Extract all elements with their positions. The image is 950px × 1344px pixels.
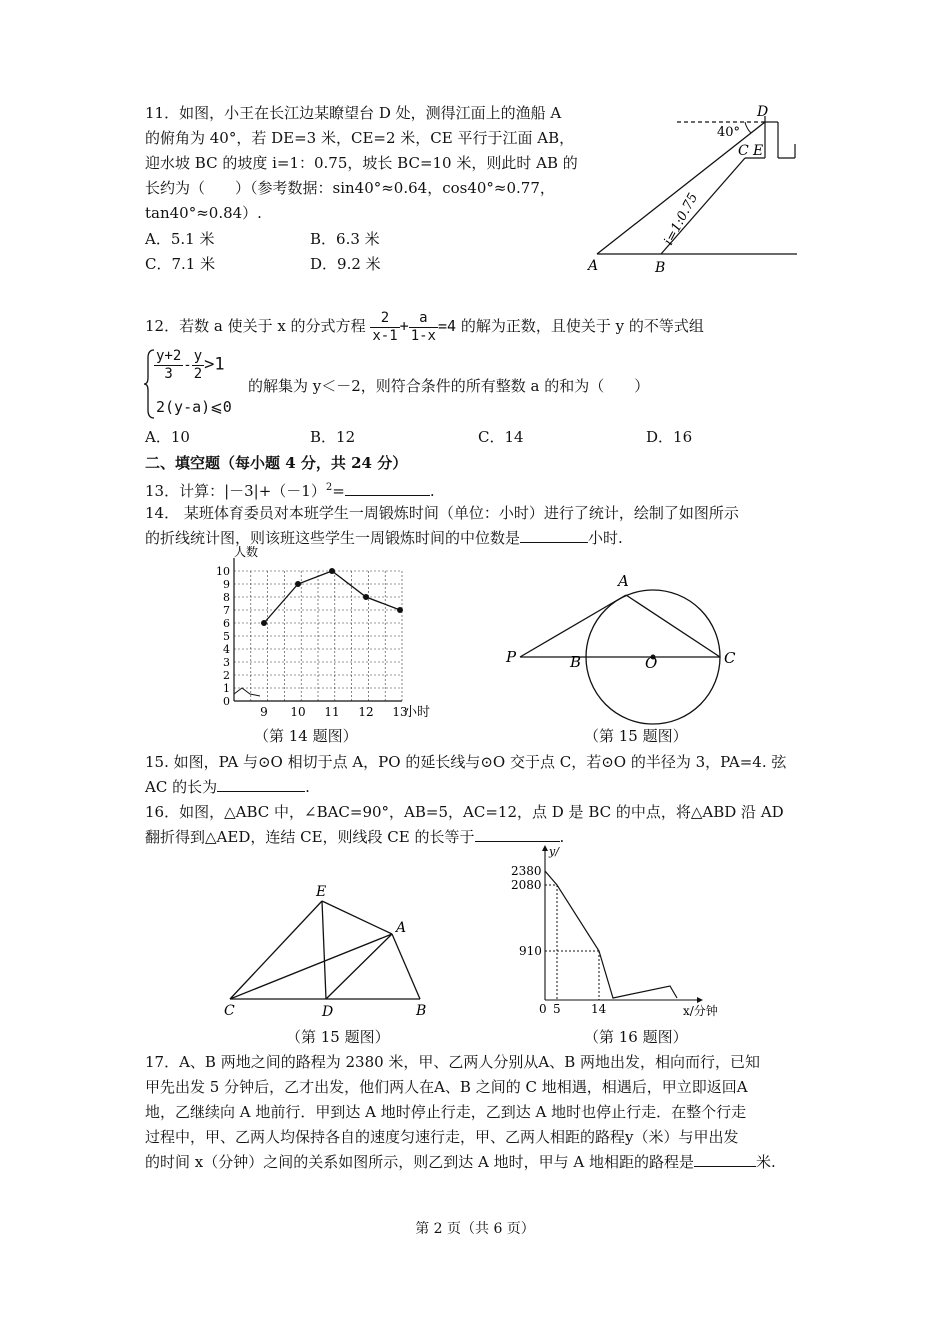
q17-line-1: 17．A、B 两地之间的路程为 2380 米，甲、乙两人分别从A、B 两地出发，相向而行，已知 <box>145 1053 761 1071</box>
q11-option-a: A．5.1 米 <box>145 230 215 248</box>
label-c: C <box>724 649 736 667</box>
label-a: A <box>396 920 407 936</box>
page-footer: 第 2 页（共 6 页） <box>415 1221 535 1237</box>
y-axis-label: 人数 <box>234 546 259 559</box>
section-2-heading: 二、填空题（每小题 4 分，共 24 分） <box>145 454 408 472</box>
q12-plus: + <box>399 317 409 335</box>
q11-label-e: E <box>753 143 764 159</box>
q13-line <box>145 476 435 503</box>
q12-sys-line-1 <box>154 348 225 383</box>
y-value-2380: 2380 <box>511 864 542 878</box>
q11-line-4: 长约为（ ）（参考数据：sin40°≈0.64，cos40°≈0.77， <box>145 179 555 197</box>
q11-option-c: C．7.1 米 <box>145 255 216 273</box>
q12-option-b: B．12 <box>310 428 356 446</box>
q12-option-c: C．14 <box>478 428 524 446</box>
caption-fig-14: （第 14 题图） <box>254 727 358 745</box>
label-c: C <box>224 1003 235 1019</box>
y-tick-label: 6 <box>223 617 230 630</box>
q12-f2-den: 1-x <box>410 327 436 344</box>
q11-option-b: B．6.3 米 <box>310 230 380 248</box>
q13-eq: = <box>332 482 345 500</box>
q11-label-d: D <box>757 104 769 120</box>
x-value-5: 5 <box>553 1002 561 1016</box>
q11-label-a: A <box>588 258 599 274</box>
q12-option-a: A．10 <box>145 428 190 446</box>
y-tick-label: 7 <box>223 604 230 617</box>
q12-sys-frac-2 <box>192 348 204 383</box>
y-tick-label: 5 <box>223 630 230 643</box>
q16-line-2 <box>145 825 564 849</box>
q14-line-chart <box>212 546 452 721</box>
label-a: A <box>618 572 629 590</box>
q13-end: . <box>429 482 435 500</box>
q12-eq: =4 <box>437 317 457 335</box>
q12-f1-num: 2 <box>370 310 399 328</box>
q17-line-5 <box>145 1150 776 1174</box>
q12-f1-den: x-1 <box>372 327 398 344</box>
q12-fraction-2 <box>409 310 438 345</box>
data-point <box>295 581 301 587</box>
q14-answer-blank[interactable] <box>520 526 588 543</box>
label-b: B <box>416 1003 427 1019</box>
axis-break-mark <box>234 688 260 696</box>
y-tick-label: 0 <box>223 695 230 708</box>
y-tick-label: 1 <box>223 682 230 695</box>
label-b: B <box>570 653 582 671</box>
x-tick-label: 12 <box>358 705 374 719</box>
y-tick-label: 2 <box>223 669 230 682</box>
q13-answer-blank[interactable] <box>345 479 430 496</box>
y-value-910: 910 <box>519 944 542 958</box>
x-axis-label: 小时 <box>404 705 431 720</box>
caption-fig-15a: （第 15 题图） <box>584 727 688 745</box>
chart-grid <box>234 571 402 701</box>
label-p: P <box>506 648 517 666</box>
q15-line-2a: AC 的长为 <box>145 778 218 796</box>
q12-sys-minus: - <box>183 357 192 374</box>
caption-fig-15b: （第 15 题图） <box>286 1028 390 1046</box>
q16-line-2a: 翻折得到△AED，连结 CE，则线段 CE 的长等于 <box>145 828 475 846</box>
q15-circle-figure <box>500 570 750 725</box>
q11-line-1: 11．如图，小王在长江边某瞭望台 D 处，测得江面上的渔船 A <box>145 104 562 122</box>
q11-line-5: tan40°≈0.84）. <box>145 204 262 222</box>
q12-sys-line-2: 2(y-a)⩽0 <box>156 398 232 416</box>
y-tick-label: 8 <box>223 591 230 604</box>
y-axis-label: y/ <box>549 845 559 858</box>
q12-sys-f2-den: 2 <box>193 366 203 382</box>
q11-line-2: 的俯角为 40°，若 DE=3 米，CE=2 米，CE 平行于江面 AB， <box>145 129 575 147</box>
q11-angle-label: 40° <box>717 125 741 140</box>
q17-answer-blank[interactable] <box>694 1150 756 1167</box>
q12-f2-num: a <box>409 310 438 328</box>
x-tick-label: 9 <box>260 705 268 719</box>
q16-line-2b: . <box>559 828 565 846</box>
q12-text-after: 的解为正数，且使关于 y 的不等式组 <box>456 317 704 335</box>
x-value-0: 0 <box>539 1002 547 1016</box>
q14-line-2a: 的折线统计图，则该班这些学生一周锻炼时间的中位数是 <box>145 529 521 547</box>
y-tick-label: 10 <box>216 565 230 578</box>
q15-line-2 <box>145 775 310 799</box>
x-tick-label: 13 <box>392 705 408 719</box>
q12-fraction-1 <box>370 310 399 345</box>
q12-line-1 <box>145 304 704 348</box>
q12-text-before: 12．若数 a 使关于 x 的分式方程 <box>145 317 366 335</box>
data-point <box>261 620 267 626</box>
q17-line-5b: 米. <box>755 1153 776 1171</box>
triangle-figure <box>218 882 448 1022</box>
x-tick-label: 10 <box>290 705 306 719</box>
q15-answer-blank[interactable] <box>217 775 305 792</box>
q17-line-3: 地，乙继续向 A 地前行．甲到达 A 地时停止行走，乙到达 A 地时也停止行走．在整个行走 <box>145 1103 747 1121</box>
q17-line-2: 甲先出发 5 分钟后，乙才出发，他们两人在A、B 之间的 C 地相遇，相遇后，甲立即返回A <box>145 1078 748 1096</box>
q11-line-3: 迎水坡 BC 的坡度 i=1：0.75，坡长 BC=10 米，则此时 AB 的 <box>145 154 578 172</box>
caption-fig-16: （第 16 题图） <box>584 1028 688 1046</box>
data-point <box>363 594 369 600</box>
q11-label-c: C <box>738 143 749 159</box>
q17-line-4: 过程中，甲、乙两人均保持各自的速度匀速行走，甲、乙两人相距的路程y（米）与甲出发 <box>145 1128 739 1146</box>
q14-line-2b: 小时. <box>588 529 623 547</box>
q15-line-1: 15. 如图，PA 与⊙O 相切于点 A，PO 的延长线与⊙O 交于点 C，若⊙O 的半径为 3，PA=4. 弦 <box>145 753 787 771</box>
y-value-2080: 2080 <box>511 878 542 892</box>
x-value-14: 14 <box>591 1002 607 1016</box>
q15-line-2b: . <box>305 778 310 796</box>
q11-slope-label: i=1:0.75 <box>661 190 702 248</box>
q16-line-1: 16．如图，△ABC 中，∠BAC=90°，AB=5，AC=12，点 D 是 BC 的中点，将△ABD 沿 AD <box>145 803 784 821</box>
q12-line-tail: 的解集为 y＜－2，则符合条件的所有整数 a 的和为（ ） <box>248 377 650 395</box>
data-point <box>397 607 403 613</box>
q12-sys-gt: >1 <box>204 354 225 375</box>
q12-sys-f1-num: y+2 <box>156 348 182 364</box>
label-d: D <box>322 1004 334 1020</box>
y-tick-label: 4 <box>223 643 230 656</box>
q11-label-b: B <box>655 260 666 276</box>
q11-option-d: D．9.2 米 <box>310 255 381 273</box>
q14-line-1: 14． 某班体育委员对本班学生一周锻炼时间（单位：小时）进行了统计，绘制了如图所示 <box>145 504 739 522</box>
y-tick-label: 3 <box>223 656 230 669</box>
q12-sys-f1-den: 3 <box>164 366 173 382</box>
q12-sys-frac-1 <box>154 348 183 383</box>
data-point <box>329 568 335 574</box>
q17-line-5a: 的时间 x（分钟）之间的关系如图所示，则乙到达 A 地时，甲与 A 地相距的路程是 <box>145 1153 694 1171</box>
q16-answer-blank[interactable] <box>475 825 560 842</box>
x-axis-label: x/分钟 <box>683 1004 718 1018</box>
q12-inequality-system <box>144 348 254 420</box>
q12-sys-f2-num: y <box>193 348 203 364</box>
q13-sup: 2 <box>325 482 333 493</box>
label-e: E <box>316 884 327 900</box>
x-tick-label: 11 <box>324 705 340 719</box>
q11-figure <box>585 98 805 280</box>
q13-text: 13．计算：|－3|+（－1） <box>145 482 326 500</box>
y-tick-label: 9 <box>223 578 230 591</box>
q12-option-d: D．16 <box>646 428 693 446</box>
graph-line <box>545 871 677 998</box>
q16-distance-graph <box>505 843 730 1023</box>
label-o: O <box>645 654 658 672</box>
